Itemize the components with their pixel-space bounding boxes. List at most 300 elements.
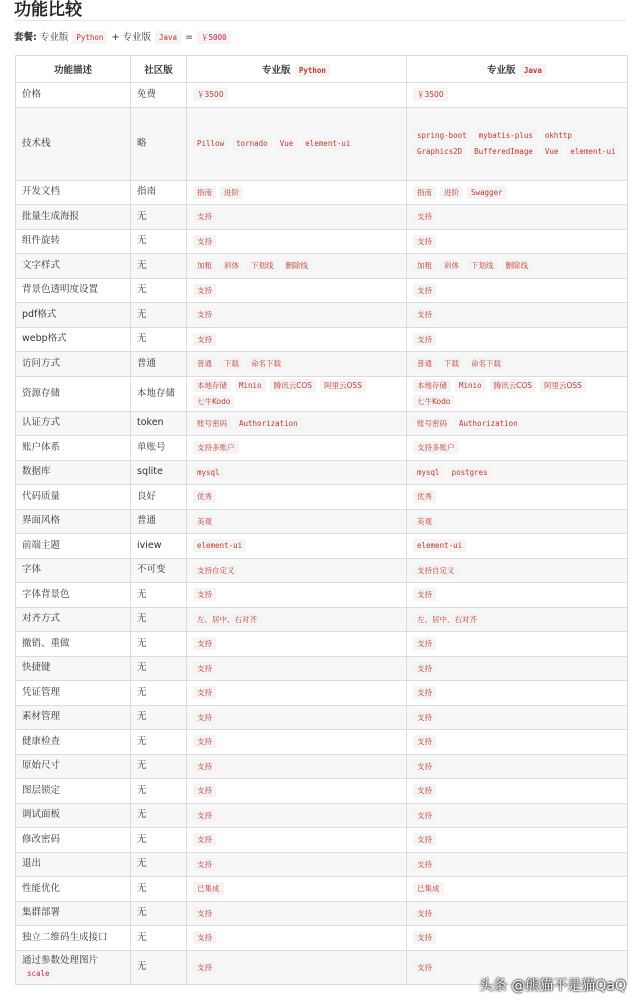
feature-cell [16,83,131,108]
python-cell [187,730,407,755]
community-cell: 指南 [131,180,187,205]
community-cell: 良好 [131,485,187,510]
python-tag: 下划线 [247,259,278,272]
java-tags [413,711,621,724]
java-cell [407,376,628,411]
python-tag: element-ui [301,137,354,150]
feature-label: 认证方式 [22,417,61,429]
table-row [16,229,628,254]
java-tags [413,882,621,895]
community-cell: 无 [131,754,187,779]
java-cell [407,901,628,926]
java-tag: 支持 [413,284,436,297]
python-tag: mysql [193,466,224,479]
community-cell: 不可变 [131,558,187,583]
java-cell [407,509,628,534]
python-tag: 已集成 [193,882,224,895]
python-tag: 支持 [193,735,216,748]
python-tags [193,760,400,773]
python-tags [193,686,400,699]
java-tags [413,210,621,223]
java-tag: 进阶 [440,186,463,199]
community-cell: 本地存储 [131,376,187,411]
python-tag: 支持 [193,662,216,675]
feature-label: 集群部署 [22,907,61,919]
python-tag: 七牛Kodo [193,395,234,408]
python-tags [193,235,400,248]
java-tag: 支持 [413,235,436,248]
python-cell [187,278,407,303]
feature-label: 账户体系 [22,441,61,453]
feature-label: 字体 [22,564,42,576]
python-cell [187,583,407,608]
java-cell [407,730,628,755]
java-tags [413,735,621,748]
feature-cell [16,558,131,583]
feature-label: 素材管理 [22,711,61,723]
java-tag: 支持 [413,735,436,748]
community-cell: 无 [131,828,187,853]
feature-cell [16,754,131,779]
community-cell: 普通 [131,509,187,534]
community-cell: 无 [131,254,187,279]
feature-cell [16,278,131,303]
feature-label: 数据库 [22,466,51,478]
java-cell [407,754,628,779]
community-cell: 无 [131,607,187,632]
java-tags [413,662,621,675]
feature-cell [16,950,131,984]
python-tags [193,379,400,408]
java-tags [413,357,621,370]
table-row [16,656,628,681]
feature-label: 文字样式 [22,259,61,271]
java-tag: 支持 [413,931,436,944]
feature-label: 访问方式 [22,357,61,369]
java-tags [413,784,621,797]
python-tags [193,515,400,528]
java-tag: 斜体 [440,259,463,272]
header-python [187,56,407,83]
java-tag: 账号密码 [413,417,451,430]
java-tag: 支持 [413,809,436,822]
python-tag: 支持 [193,961,216,974]
python-cell [187,229,407,254]
java-cell [407,485,628,510]
python-tags [193,259,400,272]
python-tag: 优秀 [193,490,216,503]
package-price: ￥5000 [197,31,231,44]
table-row [16,558,628,583]
feature-label: 价格 [22,88,42,100]
table-row [16,852,628,877]
python-tags [193,333,400,346]
feature-cell [16,107,131,180]
table-row [16,901,628,926]
python-tag: 支持 [193,686,216,699]
java-tag: 支持 [413,662,436,675]
java-cell [407,107,628,180]
java-tag: 下载 [440,357,463,370]
feature-label: 组件旋转 [22,235,61,247]
java-tags [413,308,621,321]
feature-cell [16,901,131,926]
community-cell: 略 [131,107,187,180]
java-tags [413,417,621,430]
feature-label: 独立二维码生成接口 [22,931,108,943]
python-cell [187,509,407,534]
java-cell [407,352,628,377]
package-pro-text: 专业版 [36,32,72,43]
python-tags [193,284,400,297]
feature-label: 快捷键 [22,662,51,674]
java-tags [413,284,621,297]
feature-label: 界面风格 [22,515,61,527]
python-cell [187,411,407,436]
java-tag: 支持 [413,858,436,871]
python-tags [193,735,400,748]
python-cell [187,83,407,108]
java-tag: mysql [413,466,444,479]
java-tag: 本地存储 [413,379,451,392]
java-tag: 支持 [413,907,436,920]
java-tags [413,637,621,650]
feature-cell [16,509,131,534]
python-tags [193,882,400,895]
python-tag: 本地存储 [193,379,231,392]
python-tag: 支持 [193,858,216,871]
table-body [16,83,628,985]
feature-cell [16,656,131,681]
java-tag: 支持多账户 [413,441,459,454]
python-tags [193,809,400,822]
python-tags [193,186,400,199]
package-plus-text: + 专业版 [108,32,154,43]
community-cell: sqlite [131,460,187,485]
header-python-pro: 专业版 [262,64,291,76]
python-tags [193,539,400,552]
table-row [16,303,628,328]
python-cell [187,779,407,804]
python-tags [193,833,400,846]
table-row [16,180,628,205]
python-tag: 支持 [193,809,216,822]
java-tag: 阿里云OSS [540,379,586,392]
python-tag: 支持 [193,235,216,248]
community-cell: 无 [131,205,187,230]
java-tag: 支持 [413,760,436,773]
feature-cell [16,926,131,951]
header-java [407,56,628,83]
python-tag: 支持多账户 [193,441,239,454]
java-tags [413,129,621,158]
python-tags [193,137,400,150]
java-cell [407,877,628,902]
java-tag: Minio [455,379,486,392]
table-row [16,534,628,559]
python-tags [193,613,400,626]
java-tag: 支持 [413,961,436,974]
java-tags [413,931,621,944]
feature-cell [16,779,131,804]
java-tag: 普通 [413,357,436,370]
java-cell [407,254,628,279]
java-cell [407,229,628,254]
python-tag: 普通 [193,357,216,370]
python-tags [193,662,400,675]
feature-label: 原始尺寸 [22,760,61,772]
feature-label: webp格式 [22,333,67,345]
python-tags [193,588,400,601]
java-tags [413,907,621,920]
feature-code: scale [23,967,54,980]
python-tag: 命名下载 [247,357,285,370]
feature-label: 字体背景色 [22,588,70,600]
java-cell [407,327,628,352]
title-divider [14,20,626,21]
feature-label: pdf格式 [22,308,57,320]
java-tags [413,833,621,846]
java-cell [407,180,628,205]
feature-cell [16,828,131,853]
python-tags [193,490,400,503]
community-cell: 无 [131,327,187,352]
feature-label: 开发文档 [22,186,61,198]
python-cell [187,107,407,180]
table-row [16,803,628,828]
community-cell: 无 [131,852,187,877]
java-tags [413,490,621,503]
python-cell [187,607,407,632]
feature-label: 通过参数处理图片 [22,954,99,966]
table-row [16,607,628,632]
comparison-table [15,55,628,985]
python-tag: 左、居中、右对齐 [193,613,261,626]
python-cell [187,828,407,853]
java-tags [413,515,621,528]
feature-cell [16,877,131,902]
java-tags [413,686,621,699]
java-tags [413,186,621,199]
python-cell [187,534,407,559]
community-cell: 无 [131,681,187,706]
java-cell [407,632,628,657]
java-cell [407,205,628,230]
java-tags [413,613,621,626]
python-tag: Pillow [193,137,228,150]
java-tag: 支持 [413,784,436,797]
feature-label: 健康检查 [22,735,61,747]
package-equals: = [182,32,197,43]
community-cell: 单账号 [131,436,187,461]
community-cell: 无 [131,901,187,926]
python-tag: 指南 [193,186,216,199]
feature-label: 背景色透明度设置 [22,284,99,296]
header-java-code: Java [520,64,546,77]
python-cell [187,852,407,877]
python-cell [187,803,407,828]
table-row [16,107,628,180]
community-cell: 无 [131,950,187,984]
java-tags [413,235,621,248]
community-cell: 无 [131,278,187,303]
feature-label: 对齐方式 [22,613,61,625]
java-cell [407,779,628,804]
python-tag: ￥3500 [193,88,228,101]
feature-cell [16,411,131,436]
community-cell: 无 [131,730,187,755]
python-tags [193,417,400,430]
table-row [16,411,628,436]
feature-label: 调试面板 [22,809,61,821]
table-row [16,705,628,730]
java-tags [413,760,621,773]
python-tag: element-ui [193,539,246,552]
table-row [16,509,628,534]
python-tags [193,441,400,454]
table-row [16,83,628,108]
java-tag: 支持 [413,711,436,724]
java-tag: 七牛Kodo [413,395,454,408]
feature-cell [16,705,131,730]
table-row [16,278,628,303]
java-tag: 左、居中、右对齐 [413,613,481,626]
python-cell [187,754,407,779]
java-cell [407,278,628,303]
java-tag: element-ui [566,145,619,158]
feature-cell [16,229,131,254]
python-tag: 支持 [193,760,216,773]
java-tag: 支持 [413,308,436,321]
header-feature: 功能描述 [16,56,131,83]
feature-cell [16,485,131,510]
java-tag: 已集成 [413,882,444,895]
python-tag: 支持 [193,588,216,601]
java-tag: postgres [448,466,492,479]
python-cell [187,901,407,926]
java-tag: Vue [541,145,563,158]
table-row [16,926,628,951]
python-tag: 支持 [193,284,216,297]
community-cell: 无 [131,229,187,254]
table-row [16,436,628,461]
feature-label: 撤销、重做 [22,637,70,649]
python-tag: 阿里云OSS [320,379,366,392]
java-tag: 美观 [413,515,436,528]
java-tag: ￥3500 [413,88,448,101]
java-tags [413,466,621,479]
python-cell [187,254,407,279]
feature-label: 前端主题 [22,539,61,551]
python-tag: 支持 [193,637,216,650]
python-cell [187,376,407,411]
java-tags [413,588,621,601]
python-cell [187,485,407,510]
java-cell [407,558,628,583]
header-community: 社区版 [131,56,187,83]
java-cell [407,534,628,559]
java-tag: 加粗 [413,259,436,272]
python-tag: 斜体 [220,259,243,272]
community-cell: 无 [131,656,187,681]
java-tags [413,809,621,822]
java-tag: 腾讯云COS [490,379,536,392]
community-cell: 无 [131,877,187,902]
java-tags [413,379,621,408]
java-tag: 支持 [413,210,436,223]
python-tag: 进阶 [220,186,243,199]
feature-cell [16,254,131,279]
python-tag: 支持 [193,931,216,944]
feature-label: 凭证管理 [22,686,61,698]
feature-cell [16,632,131,657]
java-cell [407,705,628,730]
table-row [16,632,628,657]
java-tag: 支持自定义 [413,564,459,577]
python-tag: 加粗 [193,259,216,272]
python-cell [187,705,407,730]
feature-label: 退出 [22,858,42,870]
java-tags [413,259,621,272]
python-cell [187,303,407,328]
table-row [16,754,628,779]
java-cell [407,83,628,108]
java-tags [413,539,621,552]
watermark: 头条 @熊猫不是猫QaQ [478,978,626,994]
java-cell [407,460,628,485]
java-tag: BufferedImage [470,145,537,158]
java-cell [407,926,628,951]
java-tag: Swagger [467,186,507,199]
python-cell [187,180,407,205]
python-tag: 支持 [193,833,216,846]
python-tag: 美观 [193,515,216,528]
feature-cell [16,852,131,877]
table-row [16,485,628,510]
java-tag: 支持 [413,333,436,346]
java-tag: Authorization [455,417,522,430]
java-tags [413,88,621,101]
feature-cell [16,436,131,461]
table-row [16,730,628,755]
community-cell: 免费 [131,83,187,108]
python-tags [193,357,400,370]
java-cell [407,303,628,328]
python-tag: 支持 [193,784,216,797]
java-tag: element-ui [413,539,466,552]
feature-label: 技术栈 [22,137,51,149]
python-tags [193,784,400,797]
python-cell [187,205,407,230]
python-cell [187,558,407,583]
feature-cell [16,205,131,230]
feature-label: 资源存储 [22,387,61,399]
feature-cell [16,376,131,411]
python-tag: 删除线 [282,259,313,272]
java-cell [407,436,628,461]
feature-cell [16,180,131,205]
table-row [16,583,628,608]
python-tag: 支持自定义 [193,564,239,577]
java-tags [413,961,621,974]
python-tag: Authorization [235,417,302,430]
python-tags [193,637,400,650]
java-tags [413,858,621,871]
python-tags [193,711,400,724]
feature-label: 性能优化 [22,882,61,894]
table-row [16,352,628,377]
java-tag: okhttp [541,129,576,142]
